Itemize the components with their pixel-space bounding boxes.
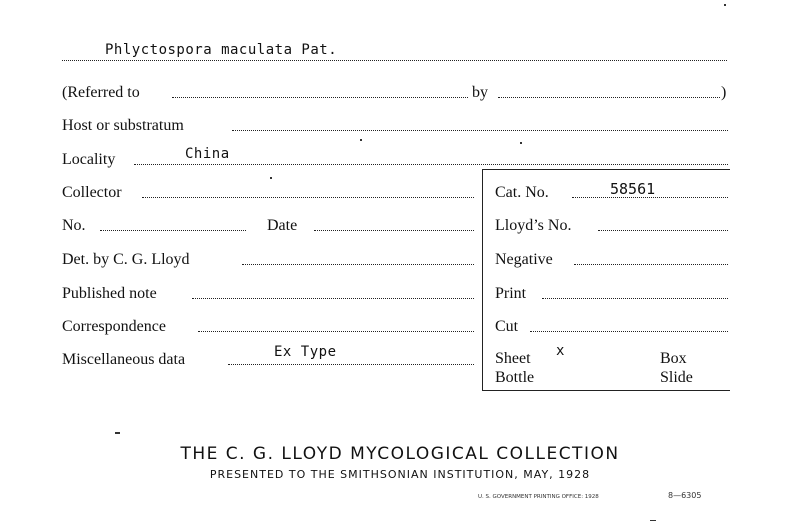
- no-label: No.: [62, 217, 86, 234]
- date-line: [314, 230, 474, 231]
- box-top-border: [482, 169, 730, 170]
- bottle-label: Bottle: [495, 369, 535, 386]
- scan-speck: [270, 177, 272, 179]
- scan-speck: [724, 4, 726, 6]
- specimen-name: Phlyctospora maculata Pat.: [105, 42, 338, 58]
- det-label: Det. by C. G. Lloyd: [62, 251, 190, 268]
- scan-speck: [520, 142, 522, 144]
- misc-value: Ex Type: [274, 344, 337, 360]
- collection-title: THE C. G. LLOYD MYCOLOGICAL COLLECTION: [180, 444, 620, 464]
- name-line: [62, 60, 727, 61]
- correspondence-label: Correspondence: [62, 318, 166, 335]
- lloyds-no-line: [598, 230, 728, 231]
- cat-no-value: 58561: [610, 180, 656, 198]
- print-label: Print: [495, 285, 527, 302]
- by-label: by: [472, 84, 488, 101]
- negative-line: [574, 264, 728, 265]
- date-label: Date: [267, 217, 298, 234]
- host-label: Host or substratum: [62, 117, 184, 134]
- scan-speck: [650, 520, 656, 521]
- collector-line: [142, 197, 474, 198]
- referred-line: [172, 97, 468, 98]
- print-line: [542, 298, 728, 299]
- scan-speck: [360, 139, 362, 141]
- slide-label: Slide: [660, 369, 693, 386]
- referred-label: (Referred to: [62, 84, 140, 101]
- printer-imprint: U. S. GOVERNMENT PRINTING OFFICE: 1928: [478, 494, 599, 500]
- det-line: [242, 264, 474, 265]
- cat-no-label: Cat. No.: [495, 184, 549, 201]
- no-line: [100, 230, 246, 231]
- cut-label: Cut: [495, 318, 519, 335]
- box-left-border: [482, 169, 483, 390]
- published-label: Published note: [62, 285, 157, 302]
- negative-label: Negative: [495, 251, 553, 268]
- published-line: [192, 298, 474, 299]
- sheet-label: Sheet: [495, 350, 531, 367]
- collection-subtitle: PRESENTED TO THE SMITHSONIAN INSTITUTION, MAY, 1928: [209, 468, 591, 481]
- locality-value: China: [185, 146, 230, 162]
- sheet-mark: x: [556, 343, 565, 359]
- locality-label: Locality: [62, 151, 116, 168]
- misc-line: [228, 364, 474, 365]
- box-label: Box: [660, 350, 687, 367]
- host-line: [232, 130, 728, 131]
- correspondence-line: [198, 331, 474, 332]
- close-paren: ): [721, 84, 727, 101]
- misc-label: Miscellaneous data: [62, 351, 186, 368]
- locality-line: [134, 164, 728, 165]
- lloyds-no-label: Lloyd’s No.: [495, 217, 572, 234]
- box-bottom-border: [482, 390, 730, 391]
- by-line: [498, 97, 720, 98]
- collector-label: Collector: [62, 184, 122, 201]
- cut-line: [530, 331, 728, 332]
- scan-speck: [115, 432, 120, 434]
- form-number: 8—6305: [668, 491, 702, 500]
